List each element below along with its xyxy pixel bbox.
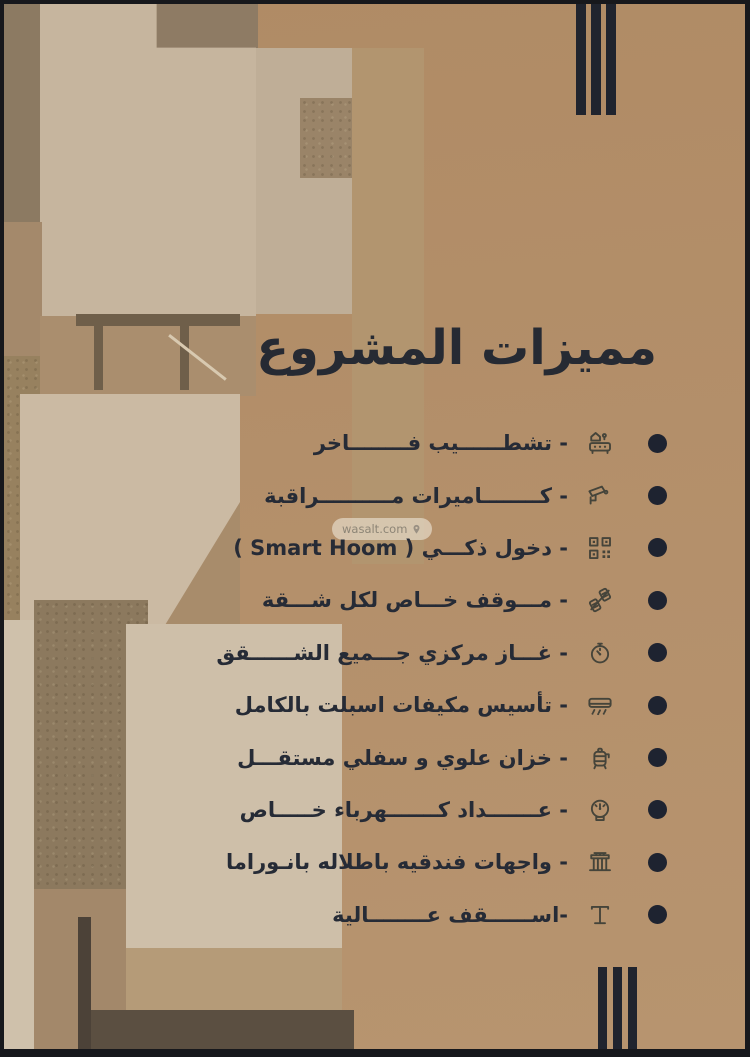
feature-text: - خزان علوي و سفلي مستقـــل	[237, 745, 568, 770]
cctv-camera-icon	[585, 481, 615, 511]
watermark-text: wasalt.com	[342, 522, 408, 536]
feature-list	[216, 417, 667, 941]
bar	[606, 4, 616, 115]
bullet-dot	[648, 434, 667, 453]
electric-meter-icon	[585, 795, 615, 825]
bar	[576, 4, 586, 115]
hotel-facade-icon	[585, 847, 615, 877]
bullet-dot	[648, 748, 667, 767]
feature-row	[216, 627, 667, 679]
collage-dark-vertical-line	[78, 917, 91, 1049]
bullet-dot	[648, 905, 667, 924]
feature-row	[216, 731, 667, 783]
feature-row	[216, 784, 667, 836]
feature-row	[216, 574, 667, 626]
poster-canvas	[4, 4, 745, 1049]
page-title: مميزات المشروع	[256, 320, 657, 376]
finishing-icon	[585, 428, 615, 458]
collage-pergola-post	[180, 326, 189, 390]
feature-row	[216, 679, 667, 731]
bullet-dot	[648, 538, 667, 557]
feature-text: - دخول ذكـــي ( Smart Hoom )	[233, 535, 568, 560]
bullet-dot	[648, 853, 667, 872]
feature-text: - عـــــــداد كـــــــهرباء خـــــاص	[239, 797, 568, 822]
split-ac-icon	[585, 690, 615, 720]
bar	[628, 967, 637, 1049]
bar	[598, 967, 607, 1049]
feature-text: - تأسيس مكيفات اسبلت بالكامل	[234, 693, 568, 718]
feature-text: - واجهات فندقيه باطلاله بانـوراما	[226, 850, 568, 875]
feature-row	[216, 522, 667, 574]
bullet-dot	[648, 486, 667, 505]
bullet-dot	[648, 800, 667, 819]
feature-row	[216, 469, 667, 521]
water-tank-icon	[585, 743, 615, 773]
bullet-dot	[648, 591, 667, 610]
collage-left-column-top	[4, 4, 42, 222]
collage-bottom-dark-band	[91, 1010, 354, 1049]
feature-row	[216, 417, 667, 469]
feature-text: - مـــوقف خـــاص لكل شـــقة	[261, 588, 568, 613]
gas-gauge-icon	[585, 638, 615, 668]
smart-entry-qr-icon	[585, 533, 615, 563]
feature-text: - كــــــــاميرات مــــــــــراقبة	[264, 483, 568, 508]
collage-pergola-post	[94, 326, 103, 390]
bullet-dot	[648, 696, 667, 715]
bar	[613, 967, 622, 1049]
feature-text: - تشطــــــيب فــــــــاخر	[313, 431, 568, 456]
collage-tan-under-a	[40, 316, 256, 396]
collage-cream-right	[256, 48, 352, 314]
feature-text: -اســــــقف عــــــــالية	[332, 902, 568, 927]
collage-pergola-beam	[76, 314, 240, 326]
feature-row	[216, 889, 667, 941]
collage-left-light-strip	[4, 620, 34, 1049]
decorative-bars-bottom	[598, 967, 637, 1049]
decorative-bars-top	[576, 4, 616, 115]
bullet-dot	[648, 643, 667, 662]
collage-cream-block-a	[40, 4, 256, 316]
high-ceiling-icon	[585, 900, 615, 930]
collage-dark-top-strip	[156, 4, 258, 50]
feature-row	[216, 836, 667, 888]
feature-text: - غـــاز مركزي جـــميع الشــــــقق	[216, 640, 568, 665]
bar	[591, 4, 601, 115]
private-parking-icon	[585, 585, 615, 615]
